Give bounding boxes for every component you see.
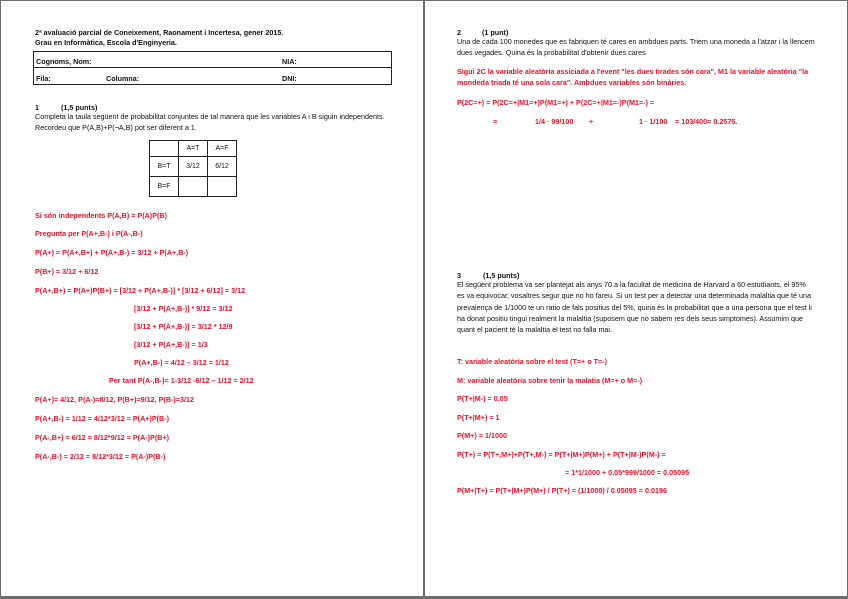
student-info-divider [33,67,392,68]
nia-field-label: NIA: [282,57,297,66]
q1-solution-line: P(A-,B+) = 6/12 = 8/12*9/12 = P(A-)P(B+) [35,433,170,442]
table-cell [179,177,208,197]
table-cell [208,177,237,197]
table-cell: 6/12 [208,157,237,177]
q2-definition: Sigui 2C la variable aleatòria assiciada a l'event "les dues tirades són cara", M1 la variable aleatòria "la mondeda triada té una sola cara". Ambdues variables són binàries. [457,67,809,88]
q1-number: 1 [35,103,39,112]
table-row-header: B=T [150,157,179,177]
q2-equation-equals: = [493,117,498,126]
q1-solution-line: P(A+,B+) = P(A+)P(B+) = [3/12 + P(A+,B-)] * [3/12 + 6/12] = 3/12 [35,286,246,295]
exam-page-right [425,1,847,596]
q1-solution-line: P(A-,B-) = 2/12 = 8/12*3/12 = P(A-)P(B-) [35,452,166,461]
q3-solution-line: P(T+|M-) = 0.05 [457,394,508,403]
table-corner-cell [150,141,179,157]
q3-points: (1,5 punts) [483,271,520,280]
q2-result: = 103/400= 0.2575. [675,117,738,126]
q2-plus: + [589,117,594,126]
q2-term-a: 1/4 · 99/100 [535,117,574,126]
q1-solution-line: Per tant P(A-,B-)= 1-3/12 -6/12 – 1/12 = 2/12 [109,376,254,385]
q3-solution-line: P(M+) = 1/1000 [457,431,507,440]
q1-solution-line: [3/12 + P(A+,B-)] = 3/12 * 12/9 [134,322,233,331]
q1-solution-line: P(A+) = P(A+,B+) + P(A+,B-) = 3/12 + P(A+,B-) [35,248,189,257]
table-col-header: A=F [208,141,237,157]
row-field-label: Fila: [36,74,51,83]
q2-statement: Una de cada 100 monedes que es fabriquen té cares en ambdues parts. Triem una moneda a l'atzar i la llencem dues vegades. Quina és la probabilitat d'obtenir dues cares [457,37,815,58]
q2-term-b: 1 · 1/100 [639,117,668,126]
q3-statement: El següent problema va ser plantejat als anys 70 a la facultat de medicina de Harvard a 60 estudiants, el 95% es va equivocar, vosaltres segur que no ho fareu. Si un test per a detectar una determinada malaltia que té una prevalença de 1/1000 té un ratio de fals positius del 5%, quina és la probabilitat que a una persona que el test li ha donat positiu tingui realment la malaltia (suposem que no sabem res dels seus simptomes). Assumim que quant el pacient té la malaltia el test no falla mai. [457,280,812,335]
q1-solution-line: P(A+,B-) = 4/12 – 3/12 = 1/12 [134,358,229,367]
q1-solution-line: [3/12 + P(A+,B-)] * 9/12 = 3/12 [134,304,233,313]
exam-title: 2ª avaluació parcial de Coneixement, Raonament i Incertesa, gener 2015. [35,28,284,37]
q3-solution-line: = 1*1/1000 + 0.05*999/1000 = 0.05095 [565,468,690,477]
q3-solution-line: M: variable aleatòria sobre tenir la malatia (M=+ o M=-) [457,376,643,385]
name-field-label: Cognoms, Nom: [36,57,92,66]
q1-solution-line: Si són independents P(A,B) = P(A)P(B) [35,211,167,220]
q2-number: 2 [457,28,461,37]
q1-solution-line: [3/12 + P(A+,B-)] = 1/3 [134,340,208,349]
q1-solution-line: P(B+) = 3/12 + 6/12 [35,267,99,276]
probability-table [149,140,237,197]
table-cell: 3/12 [179,157,208,177]
q1-solution-line: P(A+,B-) = 1/12 = 4/12*3/12 = P(A+)P(B-) [35,414,170,423]
table-row-header: B=F [150,177,179,197]
q3-solution-line: P(T+) = P(T+,M+)+P(T+,M-) = P(T+|M+)P(M+) + P(T+|M-)P(M-) = [457,450,666,459]
dni-field-label: DNI: [282,74,297,83]
q3-solution-line: P(M+|T+) = P(T+|M+)P(M+) / P(T+) = (1/1000) / 0.05095 = 0.0196 [457,486,667,495]
q3-solution-line: T: variable aleatòria sobre el test (T=+ o T=-) [457,357,607,366]
column-field-label: Columna: [106,74,140,83]
q1-solution-line: Pregunta per P(A+,B-) i P(A-,B-) [35,229,143,238]
exam-subtitle: Grau en Informàtica, Escola d'Enginyeria. [35,38,177,47]
q1-points: (1,5 punts) [61,103,98,112]
exam-page-left [1,1,423,596]
q1-solution-line: P(A+)= 4/12, P(A-)=8/12, P(B+)=9/12, P(B-)=3/12 [35,395,194,404]
q3-solution-line: P(T+|M+) = 1 [457,413,500,422]
q2-equation: P(2C=+) = P(2C=+|M1=+)P(M1=+) + P(2C=+|M1=-)P(M1=-) = [457,98,655,107]
q1-statement: Completa la taula següent de probabilitat conjuntes de tal manera que les variables A i B siguin independents. Recordeu que P(A,B)+P(¬A,B) pot ser diferent a 1. [35,112,385,133]
q3-number: 3 [457,271,461,280]
q2-points: (1 punt) [482,28,509,37]
table-col-header: A=T [179,141,208,157]
